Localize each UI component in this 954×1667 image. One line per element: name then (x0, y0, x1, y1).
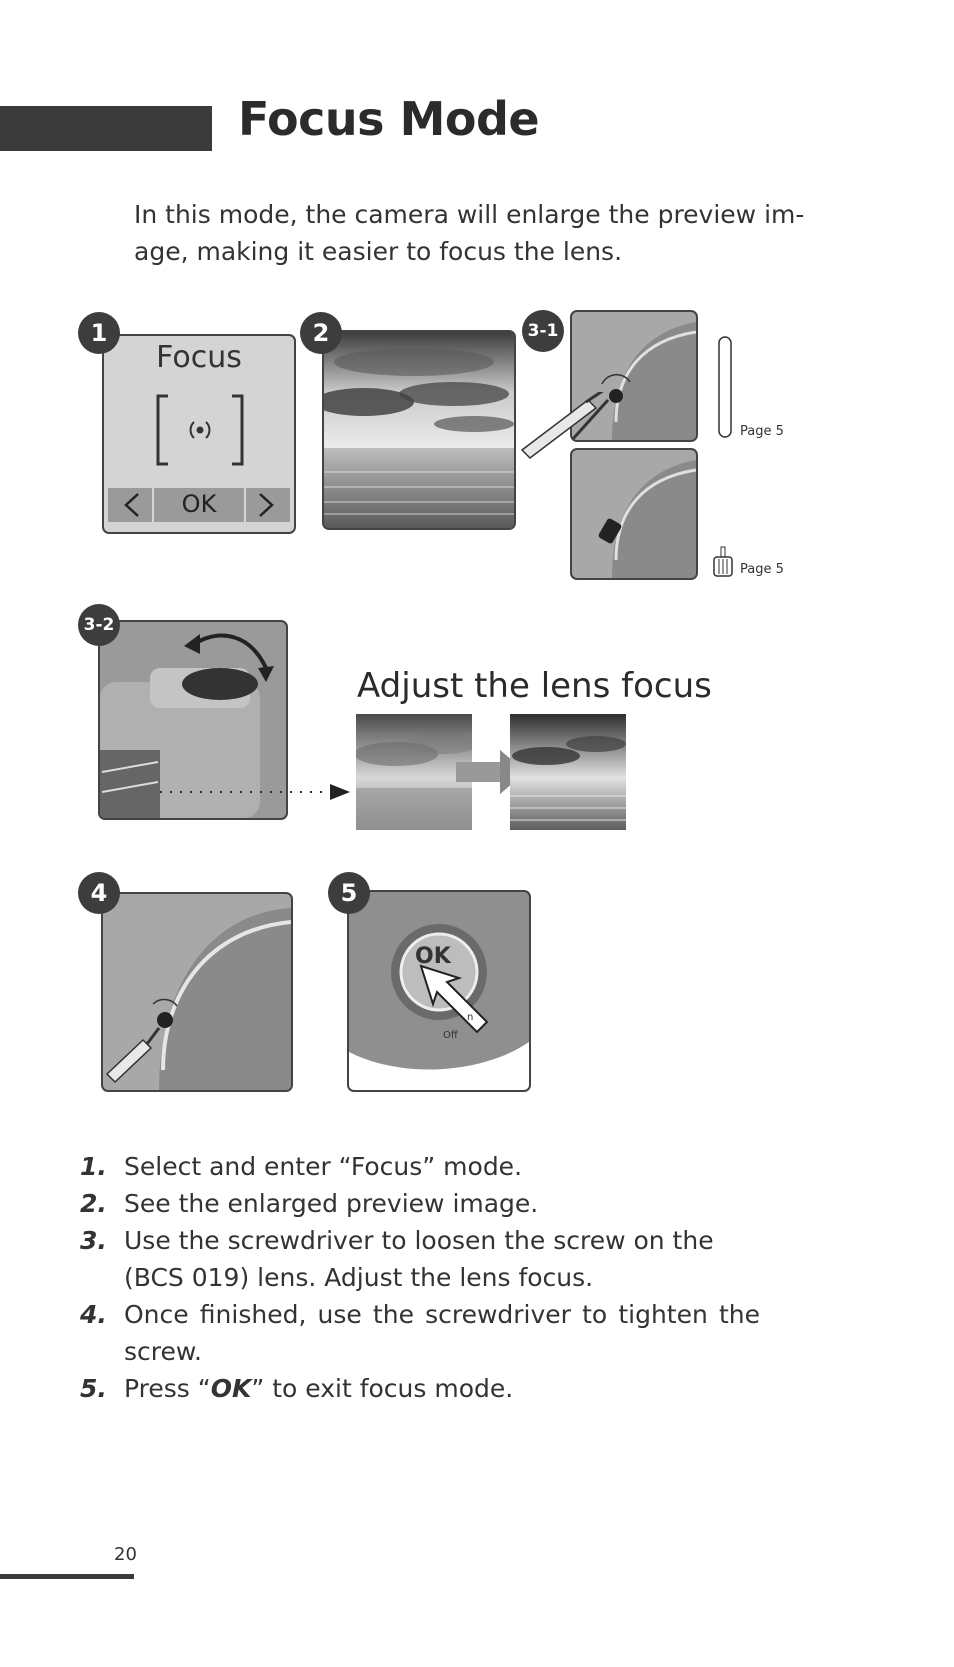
step-badge-3-2: 3-2 (78, 604, 120, 646)
chevron-right-icon[interactable] (248, 491, 284, 519)
off-label: Off (443, 1030, 458, 1041)
rotate-arrow-icon (180, 626, 276, 682)
dotted-arrow-icon (160, 782, 352, 802)
screwdriver-tool-icon (718, 336, 732, 438)
page-reference-2: Page 5 (740, 562, 784, 577)
loosen-screw-panel-bottom (570, 448, 698, 580)
steps-list (80, 1148, 760, 1407)
tighten-screw-illustration (103, 894, 291, 1090)
adjust-lens-caption: Adjust the lens focus (357, 666, 712, 706)
step-item: 3. Use the screwdriver to loosen the screw on the (BCS 019) lens. Adjust the lens focus. (80, 1226, 714, 1292)
on-label: n (467, 1012, 474, 1023)
preview-image-panel (322, 330, 516, 530)
step-badge-4: 4 (78, 872, 120, 914)
ok-button-label[interactable]: OK (415, 944, 451, 969)
ok-button-illustration (349, 892, 529, 1090)
focus-screen-title: Focus (156, 340, 242, 375)
step-item: 1. Select and enter “Focus” mode. (80, 1152, 523, 1181)
ok-button-panel (347, 890, 531, 1092)
sharp-image (510, 714, 626, 830)
tighten-screw-panel (101, 892, 293, 1092)
loose-screw-illustration (572, 450, 696, 578)
preview-image (324, 332, 514, 528)
focus-frame-icon (154, 394, 246, 466)
blurry-image (356, 714, 472, 830)
step-item: 4. Once finished, use the screwdriver to tighten the screw. (80, 1300, 760, 1366)
step-badge-3-1: 3-1 (522, 310, 564, 352)
focus-screen-panel (102, 334, 296, 534)
screen-ok-button[interactable]: OK (181, 490, 217, 518)
page-title: Focus Mode (238, 92, 540, 146)
step-item: 2. See the enlarged preview image. (80, 1189, 539, 1218)
step-badge-2: 2 (300, 312, 342, 354)
step-badge-5: 5 (328, 872, 370, 914)
intro-paragraph: In this mode, the camera will enlarge the preview im-age, making it easier to focus the lens. (134, 200, 805, 266)
page-number: 20 (114, 1544, 137, 1565)
title-bar (0, 106, 212, 151)
step-item: 5. Press “OK” to exit focus mode. (80, 1374, 514, 1403)
footer-rule (0, 1574, 134, 1579)
screw-tool-icon (712, 546, 734, 578)
screen-nav-bar (108, 488, 290, 522)
chevron-left-icon[interactable] (114, 491, 150, 519)
step-badge-1: 1 (78, 312, 120, 354)
page-reference-1: Page 5 (740, 424, 784, 439)
